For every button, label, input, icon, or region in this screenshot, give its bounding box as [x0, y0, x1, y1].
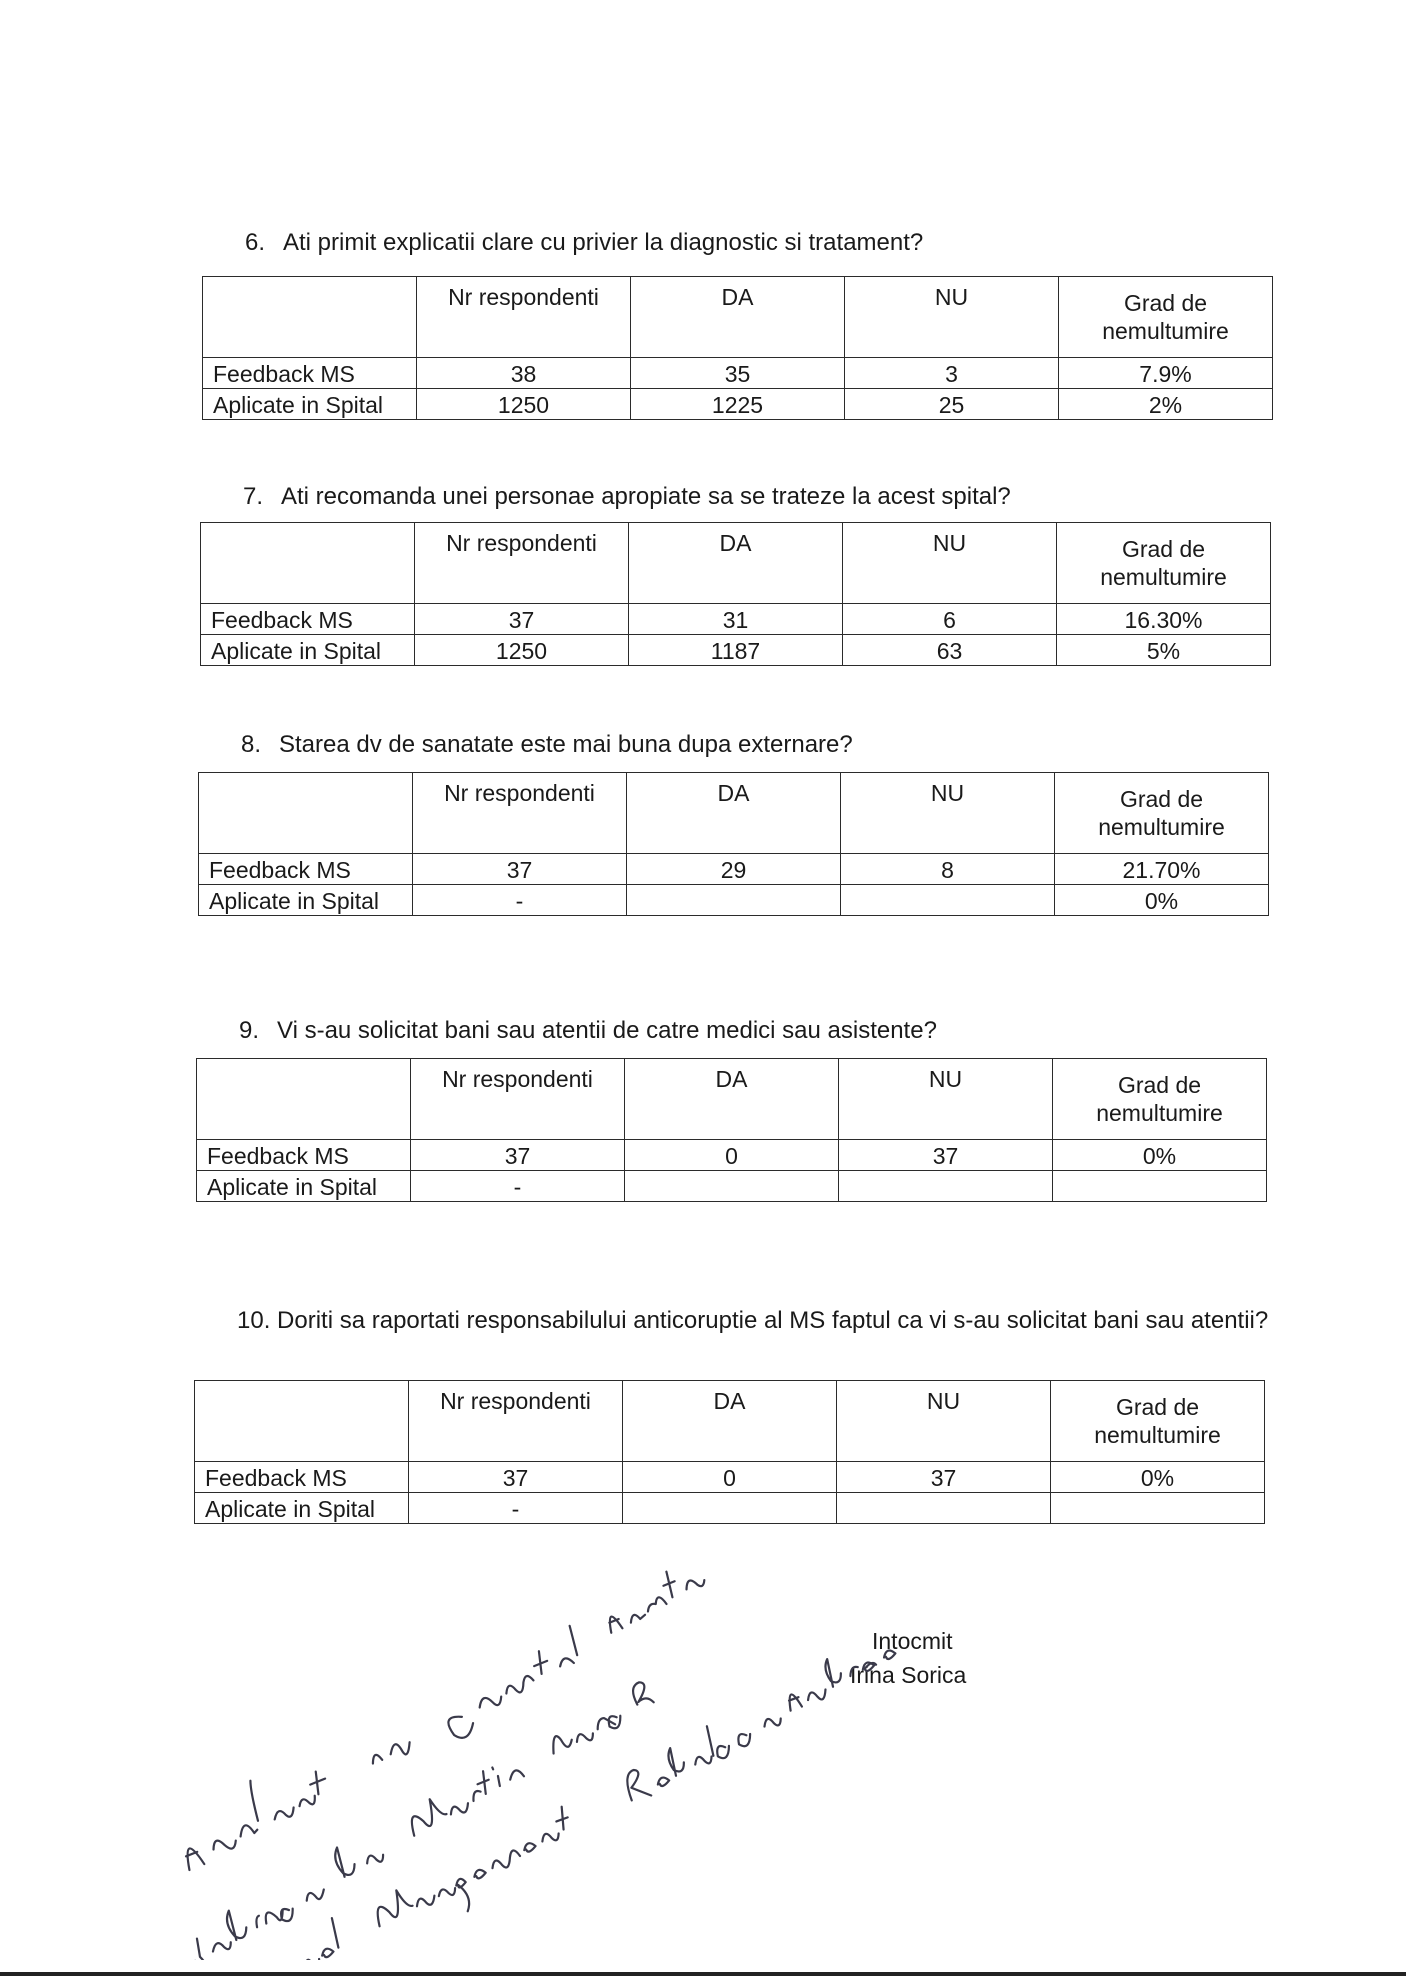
cell-nu: 63: [843, 635, 1057, 666]
table-row-feedback: [195, 1462, 1265, 1493]
page-bottom-border: [0, 1972, 1406, 1976]
cell-grad: 0%: [1053, 1140, 1267, 1171]
cell-nu: 37: [837, 1462, 1051, 1493]
cell-da: [623, 1493, 837, 1524]
cell-nu: [841, 885, 1055, 916]
empty-header-cell: [201, 523, 415, 604]
row-label-spital: Aplicate in Spital: [203, 389, 417, 420]
header-da: DA: [623, 1381, 837, 1462]
table-row-feedback: [201, 604, 1271, 635]
header-grad: [1059, 277, 1273, 358]
question-number: 6.: [245, 229, 266, 256]
table-header-row: [201, 523, 1271, 604]
header-grad-line1: Grad de: [1123, 290, 1208, 316]
row-label-spital: Aplicate in Spital: [199, 885, 413, 916]
cell-respondenti: -: [411, 1171, 625, 1202]
signature-name: Irina Sorica: [850, 1662, 967, 1688]
table-row-feedback: [197, 1140, 1267, 1171]
header-da: DA: [625, 1059, 839, 1140]
cell-nu: 25: [845, 389, 1059, 420]
table-row-spital: [199, 885, 1269, 916]
cell-respondenti: 37: [415, 604, 629, 635]
header-grad-line2: nemultumire: [1102, 318, 1229, 344]
header-grad: [1057, 523, 1271, 604]
question-text: Vi s-au solicitat bani sau atentii de catre medici sau asistente?: [277, 1017, 937, 1044]
header-grad: [1051, 1381, 1265, 1462]
cell-grad: [1051, 1493, 1265, 1524]
header-da: DA: [629, 523, 843, 604]
table-header-row: [203, 277, 1273, 358]
question-6: [245, 228, 923, 258]
cell-nu: [839, 1171, 1053, 1202]
cell-respondenti: 37: [411, 1140, 625, 1171]
question-number: 10.: [237, 1307, 271, 1334]
question-7: [243, 482, 1011, 512]
header-nu: NU: [845, 277, 1059, 358]
row-label-feedback: Feedback MS: [199, 854, 413, 885]
question-text: Doriti sa raportati responsabilului anticoruptie al MS faptul ca vi s-au solicitat bani sau atentii?: [277, 1307, 1269, 1334]
cell-grad: 0%: [1051, 1462, 1265, 1493]
question-text: Ati recomanda unei personae apropiate sa se trateze la acest spital?: [281, 483, 1011, 510]
header-respondenti: Nr respondenti: [415, 523, 629, 604]
table-question-7: [200, 522, 1271, 666]
row-label-feedback: Feedback MS: [201, 604, 415, 635]
cell-nu: 37: [839, 1140, 1053, 1171]
question-text: Starea dv de sanatate este mai buna dupa externare?: [279, 731, 853, 758]
header-respondenti: Nr respondenti: [413, 773, 627, 854]
cell-nu: 6: [843, 604, 1057, 635]
cell-nu: 8: [841, 854, 1055, 885]
question-10: [237, 1306, 1335, 1336]
question-number: 9.: [239, 1017, 260, 1044]
cell-respondenti: 37: [413, 854, 627, 885]
cell-respondenti: 1250: [415, 635, 629, 666]
row-label-spital: Aplicate in Spital: [195, 1493, 409, 1524]
table-row-spital: [195, 1493, 1265, 1524]
cell-grad: 7.9%: [1059, 358, 1273, 389]
table-question-10: [194, 1380, 1265, 1524]
cell-da: 1187: [629, 635, 843, 666]
cell-grad: 2%: [1059, 389, 1273, 420]
cell-grad: 5%: [1057, 635, 1271, 666]
header-grad-line2: nemultumire: [1096, 1100, 1223, 1126]
empty-header-cell: [203, 277, 417, 358]
table-question-6: [202, 276, 1273, 420]
table-question-8: [198, 772, 1269, 916]
question-9: [239, 1016, 937, 1046]
table-row-feedback: [199, 854, 1269, 885]
handwritten-note-image: [90, 1540, 990, 1960]
header-grad-line1: Grad de: [1115, 1394, 1200, 1420]
table-row-feedback: [203, 358, 1273, 389]
cell-respondenti: -: [409, 1493, 623, 1524]
cell-respondenti: 37: [409, 1462, 623, 1493]
question-number: 8.: [241, 731, 262, 758]
header-grad-line2: nemultumire: [1100, 564, 1227, 590]
header-grad: [1053, 1059, 1267, 1140]
cell-da: 0: [623, 1462, 837, 1493]
cell-grad: 16.30%: [1057, 604, 1271, 635]
cell-da: 35: [631, 358, 845, 389]
question-text: Ati primit explicatii clare cu privier la diagnostic si tratament?: [283, 229, 924, 256]
table-question-9: [196, 1058, 1267, 1202]
table-header-row: [195, 1381, 1265, 1462]
cell-da: 1225: [631, 389, 845, 420]
header-nu: NU: [837, 1381, 1051, 1462]
cell-respondenti: -: [413, 885, 627, 916]
cell-respondenti: 1250: [417, 389, 631, 420]
empty-header-cell: [199, 773, 413, 854]
header-grad-line1: Grad de: [1121, 536, 1206, 562]
header-grad-line2: nemultumire: [1094, 1422, 1221, 1448]
cell-nu: [837, 1493, 1051, 1524]
table-row-spital: [197, 1171, 1267, 1202]
signature-label: Intocmit: [872, 1628, 953, 1654]
header-grad-line1: Grad de: [1117, 1072, 1202, 1098]
cell-grad: [1053, 1171, 1267, 1202]
empty-header-cell: [197, 1059, 411, 1140]
header-da: DA: [631, 277, 845, 358]
empty-header-cell: [195, 1381, 409, 1462]
header-grad-line2: nemultumire: [1098, 814, 1225, 840]
header-grad-line1: Grad de: [1119, 786, 1204, 812]
header-nu: NU: [841, 773, 1055, 854]
cell-da: 0: [625, 1140, 839, 1171]
question-8: [241, 730, 853, 760]
cell-da: 29: [627, 854, 841, 885]
cell-grad: 21.70%: [1055, 854, 1269, 885]
cell-grad: 0%: [1055, 885, 1269, 916]
cell-da: [625, 1171, 839, 1202]
row-label-feedback: Feedback MS: [203, 358, 417, 389]
cell-respondenti: 38: [417, 358, 631, 389]
cell-nu: 3: [845, 358, 1059, 389]
header-respondenti: Nr respondenti: [417, 277, 631, 358]
table-header-row: [197, 1059, 1267, 1140]
row-label-spital: Aplicate in Spital: [197, 1171, 411, 1202]
header-nu: NU: [843, 523, 1057, 604]
table-header-row: [199, 773, 1269, 854]
row-label-feedback: Feedback MS: [197, 1140, 411, 1171]
row-label-feedback: Feedback MS: [195, 1462, 409, 1493]
table-row-spital: [203, 389, 1273, 420]
question-number: 7.: [243, 483, 264, 510]
table-row-spital: [201, 635, 1271, 666]
header-respondenti: Nr respondenti: [411, 1059, 625, 1140]
header-respondenti: Nr respondenti: [409, 1381, 623, 1462]
cell-da: 31: [629, 604, 843, 635]
cell-da: [627, 885, 841, 916]
row-label-spital: Aplicate in Spital: [201, 635, 415, 666]
header-da: DA: [627, 773, 841, 854]
header-nu: NU: [839, 1059, 1053, 1140]
header-grad: [1055, 773, 1269, 854]
